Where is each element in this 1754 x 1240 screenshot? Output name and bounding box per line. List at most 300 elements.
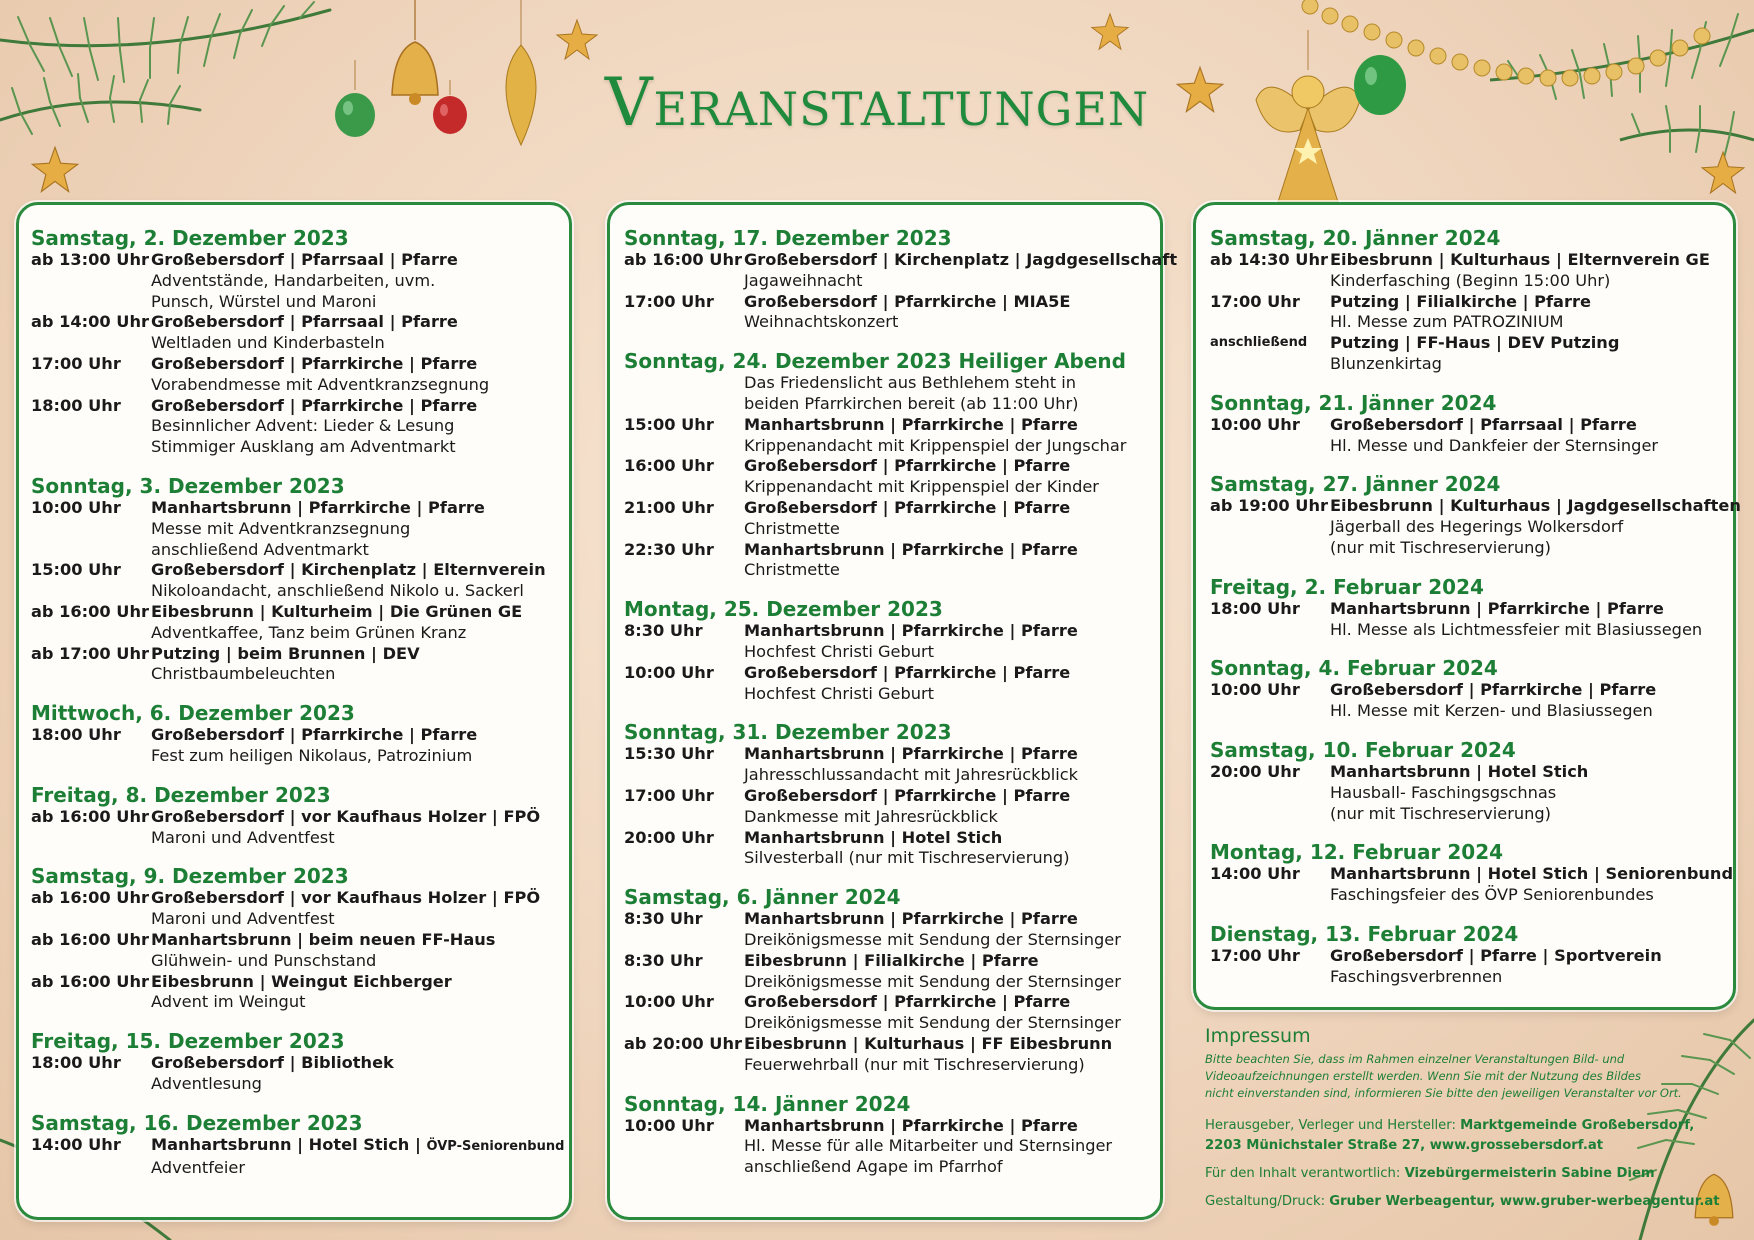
event-time: 21:00 Uhr: [624, 497, 714, 517]
event-location: [1330, 292, 1591, 311]
event-text: [151, 930, 569, 972]
day-block: [1210, 923, 1733, 988]
event-description: Dreikönigsmesse mit Sendung der Sternsinger: [744, 971, 1121, 991]
day-block: [624, 1093, 1160, 1178]
event-location-main: Großebersdorf | Pfarrkirche | Pfarre: [744, 497, 1071, 517]
event-time: ab 14:30 Uhr: [1210, 250, 1328, 269]
event-location-main: Manhartsbrunn | Hotel Stich: [744, 827, 1003, 847]
event-description: Jahresschlussandacht mit Jahresrückblick: [744, 765, 1079, 785]
impressum-heading: Impressum: [1205, 1025, 1311, 1047]
event-location: [151, 560, 546, 579]
event-text: [151, 725, 569, 767]
event-location-main: Manhartsbrunn | Pfarrkirche | Pfarre: [744, 539, 1078, 559]
event-description: Dreikönigsmesse mit Sendung der Sternsinger: [744, 1013, 1121, 1033]
event-location: [1330, 599, 1664, 618]
day-block: [624, 350, 1160, 581]
event-description: Dreikönigsmesse mit Sendung der Sternsinger: [744, 929, 1121, 949]
event-location-main: Großebersdorf | Pfarrsaal | Pfarre: [151, 312, 458, 332]
date-heading: Samstag, 9. Dezember 2023: [31, 864, 349, 889]
event-text: [151, 354, 569, 396]
event-time: 10:00 Uhr: [1210, 680, 1300, 700]
event-time: ab 16:00 Uhr: [31, 806, 149, 826]
event-text: [1330, 599, 1733, 641]
event-time: 10:00 Uhr: [624, 1115, 714, 1135]
event-description: Hochfest Christi Geburt: [744, 641, 934, 661]
day-block: [624, 226, 1178, 333]
event-time: 15:00 Uhr: [624, 414, 714, 434]
event-time: ab 14:00 Uhr: [31, 312, 149, 332]
event-description: Stimmiger Ausklang am Adventmarkt: [151, 437, 456, 457]
event-text: [151, 312, 569, 354]
event-time: 17:00 Uhr: [624, 291, 714, 311]
event-location: [744, 951, 1039, 970]
event-time: 17:00 Uhr: [1210, 291, 1300, 311]
event-row: [31, 1053, 569, 1095]
event-description: Adventlesung: [151, 1073, 262, 1093]
date-heading: Samstag, 2. Dezember 2023: [31, 226, 349, 250]
event-text: [744, 828, 1160, 870]
event-location: [151, 396, 477, 415]
event-row: [31, 498, 569, 560]
event-row: [624, 786, 1160, 828]
date-heading: Sonntag, 3. Dezember 2023: [31, 473, 345, 498]
event-text: [1330, 250, 1733, 292]
event-row: [1210, 599, 1733, 641]
event-location: [744, 744, 1078, 763]
event-location-main: Großebersdorf | Pfarrkirche | Pfarre: [151, 353, 478, 373]
event-location: [744, 1034, 1112, 1053]
event-location-main: Großebersdorf | Kirchenplatz | Elternverein: [151, 560, 546, 580]
day-block: [31, 1112, 569, 1179]
event-time: 8:30 Uhr: [624, 909, 703, 929]
event-location: [1330, 864, 1733, 883]
event-time: 10:00 Uhr: [31, 497, 121, 517]
event-description: anschließend Adventmarkt: [151, 539, 369, 559]
event-row: [624, 1034, 1160, 1076]
event-description: Krippenandacht mit Krippenspiel der Jungschar: [744, 435, 1127, 455]
event-time: ab 20:00 Uhr: [624, 1033, 742, 1053]
event-text: [744, 621, 1160, 663]
event-text: [744, 992, 1160, 1034]
event-text: [1330, 864, 1733, 906]
event-location: [744, 1116, 1078, 1135]
event-description: Maroni und Adventfest: [151, 827, 335, 847]
event-text: [744, 292, 1160, 334]
date-heading: Sonntag, 31. Dezember 2023: [624, 720, 952, 745]
event-description: Christbaumbeleuchten: [151, 664, 336, 684]
event-location-main: Großebersdorf | Pfarrkirche | Pfarre: [1330, 680, 1657, 700]
event-time: anschließend: [1210, 335, 1308, 351]
event-row: [31, 312, 569, 354]
impressum-note-line: nicht einverstanden sind, informieren Sie bitte den jeweiligen Veranstalter vor Ort.: [1205, 1086, 1682, 1100]
event-text: [744, 786, 1160, 828]
event-location-main: Großebersdorf | Pfarre | Sportverein: [1330, 945, 1662, 965]
event-location: [1330, 762, 1588, 781]
event-location-main: Großebersdorf | vor Kaufhaus Holzer | FPÖ: [151, 888, 541, 908]
event-time: 15:30 Uhr: [624, 744, 714, 764]
event-location-main: Manhartsbrunn | beim neuen FF-Haus: [151, 929, 496, 949]
event-description: Krippenandacht mit Krippenspiel der Kinder: [744, 477, 1099, 497]
day-block: [1210, 472, 1741, 558]
event-text: [744, 415, 1160, 457]
event-description: Hl. Messe zum PATROZINIUM: [1330, 312, 1564, 332]
event-row: [1210, 864, 1733, 906]
event-location: [744, 540, 1078, 559]
event-row: [624, 992, 1160, 1034]
event-description: beiden Pfarrkirchen bereit (ab 11:00 Uhr): [744, 393, 1079, 413]
date-heading: Sonntag, 4. Februar 2024: [1210, 656, 1498, 681]
event-text: [744, 1034, 1160, 1076]
event-location-main: Manhartsbrunn | Pfarrkirche | Pfarre: [744, 744, 1078, 764]
event-location-main: Großebersdorf | Pfarrsaal | Pfarre: [151, 250, 458, 269]
event-text: [1330, 680, 1733, 722]
event-location: [1330, 333, 1619, 352]
date-heading: Samstag, 6. Jänner 2024: [624, 885, 901, 910]
event-location-main: Eibesbrunn | Weingut Eichberger: [151, 971, 452, 991]
event-text: [744, 373, 1160, 415]
event-description: Weihnachtskonzert: [744, 312, 899, 332]
event-time: 18:00 Uhr: [31, 725, 121, 745]
event-text: [151, 1053, 569, 1095]
date-heading: Sonntag, 14. Jänner 2024: [624, 1091, 911, 1116]
event-location-main: Manhartsbrunn | Pfarrkirche | Pfarre: [744, 621, 1078, 641]
event-row: [31, 1135, 569, 1179]
event-time: ab 16:00 Uhr: [624, 250, 742, 269]
date-heading: Samstag, 20. Jänner 2024: [1210, 226, 1501, 250]
event-text: [151, 807, 569, 849]
event-description: Hl. Messe als Lichtmessfeier mit Blasiussegen: [1330, 619, 1703, 639]
day-block: [31, 1030, 569, 1095]
event-text: [1330, 292, 1733, 334]
star-icon: [1090, 12, 1130, 52]
event-location-main: Großebersdorf | Pfarrkirche | Pfarre: [744, 662, 1071, 682]
event-time: ab 17:00 Uhr: [31, 643, 149, 663]
event-description: Jagaweihnacht: [744, 270, 863, 290]
event-description: Nikoloandacht, anschließend Nikolo u. Sackerl: [151, 581, 524, 601]
publisher-address: 2203 Münichstaler Straße 27, www.grossebersdorf.at: [1205, 1138, 1604, 1153]
event-description: Fest zum heiligen Nikolaus, Patrozinium: [151, 745, 473, 765]
event-description: Adventfeier: [151, 1157, 245, 1177]
day-block: [31, 475, 569, 685]
event-location: [151, 1053, 394, 1072]
event-location: [744, 621, 1078, 640]
event-row: [31, 888, 569, 930]
event-time: 17:00 Uhr: [1210, 945, 1300, 965]
event-location: [151, 930, 495, 949]
event-location-main: Großebersdorf | Pfarrkirche | Pfarre: [744, 992, 1071, 1012]
impressum-note-line: Bitte beachten Sie, dass im Rahmen einzelner Veranstaltungen Bild- und: [1205, 1052, 1625, 1066]
date-heading: Samstag, 16. Dezember 2023: [31, 1110, 363, 1135]
event-location: [151, 498, 485, 517]
event-location-main: Putzing | FF-Haus | DEV Putzing: [1330, 333, 1620, 353]
event-location-main: Manhartsbrunn | Pfarrkirche | Pfarre: [1330, 598, 1664, 618]
event-location: [151, 807, 540, 826]
event-location-main: Großebersdorf | Pfarrkirche | Pfarre: [744, 785, 1071, 805]
date-heading: Mittwoch, 6. Dezember 2023: [31, 701, 355, 726]
event-text: [151, 250, 569, 312]
schedule-column-2: [607, 202, 1178, 1220]
event-description: Jägerball des Hegerings Wolkersdorf: [1330, 517, 1624, 537]
impressum-publisher: [1205, 1116, 1725, 1156]
event-time: ab 16:00 Uhr: [31, 601, 149, 621]
event-location: [744, 456, 1070, 475]
event-row: [624, 373, 1160, 415]
event-location: [744, 415, 1078, 434]
event-location: [151, 602, 522, 621]
day-block: [624, 721, 1160, 869]
event-row: [31, 725, 569, 767]
event-text: [744, 744, 1160, 786]
event-row: [1210, 415, 1733, 457]
event-description: Glühwein- und Punschstand: [151, 950, 377, 970]
event-row: [624, 498, 1160, 540]
event-row: [624, 951, 1160, 993]
event-time: 10:00 Uhr: [1210, 414, 1300, 434]
date-heading: Freitag, 8. Dezember 2023: [31, 782, 331, 807]
event-location: [151, 250, 458, 269]
event-row: [1210, 762, 1733, 824]
event-text: [151, 888, 569, 930]
event-location: [744, 498, 1070, 517]
event-row: [31, 396, 569, 458]
event-time: 10:00 Uhr: [624, 662, 714, 682]
event-text: [744, 540, 1160, 582]
event-text: [1330, 415, 1733, 457]
date-heading: Sonntag, 17. Dezember 2023: [624, 226, 952, 250]
event-location-main: Großebersdorf | Pfarrsaal | Pfarre: [1330, 414, 1637, 434]
event-description: Silvesterball (nur mit Tischreservierung): [744, 848, 1070, 868]
event-time: ab 16:00 Uhr: [31, 888, 149, 908]
event-location-main: Eibesbrunn | Kulturheim | Die Grünen GE: [151, 601, 523, 621]
event-row: [624, 621, 1160, 663]
schedule-column-1: [16, 202, 572, 1220]
event-time: 17:00 Uhr: [624, 785, 714, 805]
event-description: Adventkaffee, Tanz beim Grünen Kranz: [151, 622, 467, 642]
event-description: Adventstände, Handarbeiten, uvm.: [151, 270, 436, 290]
event-location-main: Großebersdorf | Pfarrkirche | Pfarre: [744, 456, 1071, 476]
day-block: [1210, 576, 1733, 641]
event-text: [744, 1116, 1160, 1178]
event-description: Punsch, Würstel und Maroni: [151, 291, 377, 311]
event-description: Hausball- Faschingsgschnas: [1330, 782, 1557, 802]
event-time: ab 16:00 Uhr: [31, 929, 149, 949]
event-description: Dankmesse mit Jahresrückblick: [744, 806, 998, 826]
event-location-main: Manhartsbrunn | Hotel Stich |: [151, 1134, 427, 1154]
event-location-main: Großebersdorf | vor Kaufhaus Holzer | FPÖ: [151, 806, 541, 826]
event-text: [151, 396, 569, 458]
event-text: [1330, 496, 1741, 558]
event-row: [1210, 496, 1741, 558]
event-time: 22:30 Uhr: [624, 539, 714, 559]
event-location: [744, 292, 1070, 311]
event-description: Advent im Weingut: [151, 992, 306, 1012]
event-row: [31, 602, 569, 644]
design-value: Gruber Werbeagentur, www.gruber-werbeagentur.at: [1329, 1194, 1720, 1209]
event-location-main: Manhartsbrunn | Hotel Stich: [1330, 761, 1589, 781]
event-description: Christmette: [744, 560, 840, 580]
event-location: [744, 828, 1002, 847]
event-location: [151, 312, 458, 331]
event-location-main: Großebersdorf | Pfarrkirche | MIA5E: [744, 291, 1071, 311]
event-location-main: Putzing | Filialkirche | Pfarre: [1330, 291, 1591, 311]
event-location-main: Großebersdorf | Bibliothek: [151, 1053, 394, 1073]
date-heading: Montag, 25. Dezember 2023: [624, 597, 943, 622]
event-row: [31, 644, 569, 686]
day-block: [1210, 657, 1733, 722]
event-location: [1330, 250, 1710, 269]
event-location-main: Eibesbrunn | Kulturhaus | FF Eibesbrunn: [744, 1033, 1113, 1053]
event-time: 18:00 Uhr: [1210, 598, 1300, 618]
event-time: 8:30 Uhr: [624, 621, 703, 641]
date-heading: Sonntag, 24. Dezember 2023 Heiliger Abend: [624, 349, 1126, 374]
event-time: 10:00 Uhr: [624, 992, 714, 1012]
event-description: Faschingsfeier des ÖVP Seniorenbundes: [1330, 885, 1654, 905]
event-location: [151, 644, 420, 663]
event-description: Kinderfasching (Beginn 15:00 Uhr): [1330, 270, 1611, 290]
page-title: Veranstaltungen: [604, 64, 1150, 141]
event-row: [31, 250, 569, 312]
impressum-design: [1205, 1192, 1725, 1212]
event-time: 20:00 Uhr: [624, 827, 714, 847]
day-block: [31, 227, 569, 458]
event-text: [744, 250, 1177, 292]
event-location: [151, 888, 540, 907]
event-location-main: Manhartsbrunn | Pfarrkirche | Pfarre: [744, 1115, 1078, 1135]
day-block: [1210, 841, 1733, 906]
day-block: [1210, 227, 1733, 375]
day-block: [1210, 739, 1733, 824]
impressum-note: [1205, 1051, 1725, 1102]
design-label: Gestaltung/Druck:: [1205, 1194, 1330, 1209]
star-icon: [30, 145, 80, 195]
event-row: [624, 292, 1160, 334]
impressum-content: [1205, 1164, 1725, 1184]
event-time: 14:00 Uhr: [31, 1134, 121, 1154]
event-time: ab 13:00 Uhr: [31, 250, 149, 269]
event-row: [624, 909, 1160, 951]
event-text: [1330, 333, 1733, 375]
event-location: [744, 992, 1070, 1011]
event-location: [744, 663, 1070, 682]
event-text: [151, 560, 569, 602]
event-location-main: Manhartsbrunn | Hotel Stich | Seniorenbund: [1330, 864, 1734, 884]
event-location-main: Eibesbrunn | Filialkirche | Pfarre: [744, 950, 1039, 970]
event-location: [151, 1135, 564, 1154]
event-description: Hl. Messe und Dankfeier der Sternsinger: [1330, 435, 1659, 455]
event-text: [744, 909, 1160, 951]
event-location: [744, 250, 1177, 269]
day-block: [31, 865, 569, 1013]
event-time: ab 19:00 Uhr: [1210, 496, 1328, 516]
event-description: Vorabendmesse mit Adventkranzsegnung: [151, 374, 490, 394]
event-row: [624, 415, 1160, 457]
event-time: 15:00 Uhr: [31, 560, 121, 580]
event-text: [1330, 946, 1733, 988]
event-description: Besinnlicher Advent: Lieder & Lesung: [151, 416, 455, 436]
publisher-value: Marktgemeinde Großebersdorf,: [1460, 1118, 1695, 1133]
event-location: [1330, 680, 1656, 699]
star-icon: [1700, 150, 1746, 196]
event-description: Weltladen und Kinderbasteln: [151, 333, 385, 353]
event-text: [151, 972, 569, 1014]
publisher-label: Herausgeber, Verleger und Hersteller:: [1205, 1118, 1461, 1133]
event-row: [31, 560, 569, 602]
event-description: Hl. Messe mit Kerzen- und Blasiussegen: [1330, 701, 1653, 721]
event-row: [624, 1116, 1160, 1178]
event-location-main: Putzing | beim Brunnen | DEV: [151, 643, 420, 663]
content-label: Für den Inhalt verantwortlich:: [1205, 1166, 1405, 1181]
event-time: 8:30 Uhr: [624, 950, 703, 970]
event-text: [151, 1135, 569, 1179]
event-text: [744, 456, 1160, 498]
event-location: [744, 909, 1078, 928]
event-location-main: Manhartsbrunn | Pfarrkirche | Pfarre: [744, 414, 1078, 434]
star-icon: [555, 18, 599, 62]
impressum: [1205, 1025, 1725, 1220]
event-row: [624, 250, 1178, 292]
event-location-main: Manhartsbrunn | Pfarrkirche | Pfarre: [151, 497, 485, 517]
event-location: [744, 786, 1070, 805]
event-row: [1210, 333, 1733, 375]
event-time: [624, 373, 744, 415]
event-row: [624, 744, 1160, 786]
day-block: [624, 598, 1160, 704]
event-row: [31, 807, 569, 849]
event-location: [151, 972, 452, 991]
event-description: Christmette: [744, 518, 840, 538]
event-row: [624, 456, 1160, 498]
event-location-main: Eibesbrunn | Kulturhaus | Elternverein GE: [1330, 250, 1710, 269]
event-location-main: Eibesbrunn | Kulturhaus | Jagdgesellschaften: [1330, 496, 1741, 516]
event-row: [31, 972, 569, 1014]
event-row: [624, 828, 1160, 870]
date-heading: Freitag, 15. Dezember 2023: [31, 1029, 345, 1054]
event-description: (nur mit Tischreservierung): [1330, 803, 1551, 823]
event-organizer: ÖVP-Seniorenbund: [426, 1138, 565, 1154]
event-location-main: Großebersdorf | Pfarrkirche | Pfarre: [151, 725, 478, 745]
event-location: [151, 725, 477, 744]
event-description: Messe mit Adventkranzsegnung: [151, 518, 411, 538]
event-location: [1330, 496, 1741, 515]
event-location-main: Manhartsbrunn | Pfarrkirche | Pfarre: [744, 909, 1078, 929]
event-description: Hl. Messe für alle Mitarbeiter und Sternsinger: [744, 1136, 1113, 1156]
day-block: [31, 702, 569, 767]
event-time: 18:00 Uhr: [31, 1053, 121, 1073]
event-row: [1210, 680, 1733, 722]
event-row: [1210, 292, 1733, 334]
event-text: [744, 663, 1160, 705]
event-description: Das Friedenslicht aus Bethlehem steht in: [744, 373, 1077, 393]
event-time: 16:00 Uhr: [624, 456, 714, 476]
event-time: 20:00 Uhr: [1210, 761, 1300, 781]
event-text: [151, 644, 569, 686]
day-block: [31, 784, 569, 849]
impressum-note-line: Videoaufzeichnungen erstellt werden. Wenn Sie mit der Nutzung des Bildes: [1205, 1069, 1641, 1083]
date-heading: Freitag, 2. Februar 2024: [1210, 574, 1484, 599]
event-description: Maroni und Adventfest: [151, 909, 335, 929]
date-heading: Dienstag, 13. Februar 2024: [1210, 921, 1519, 946]
day-block: [1210, 392, 1733, 457]
event-text: [744, 951, 1160, 993]
event-row: [1210, 250, 1733, 292]
event-location: [151, 354, 477, 373]
event-time: ab 16:00 Uhr: [31, 971, 149, 991]
event-location: [1330, 415, 1637, 434]
event-description: Hochfest Christi Geburt: [744, 683, 934, 703]
event-description: anschließend Agape im Pfarrhof: [744, 1157, 1003, 1177]
event-description: (nur mit Tischreservierung): [1330, 537, 1551, 557]
date-heading: Samstag, 27. Jänner 2024: [1210, 472, 1501, 497]
